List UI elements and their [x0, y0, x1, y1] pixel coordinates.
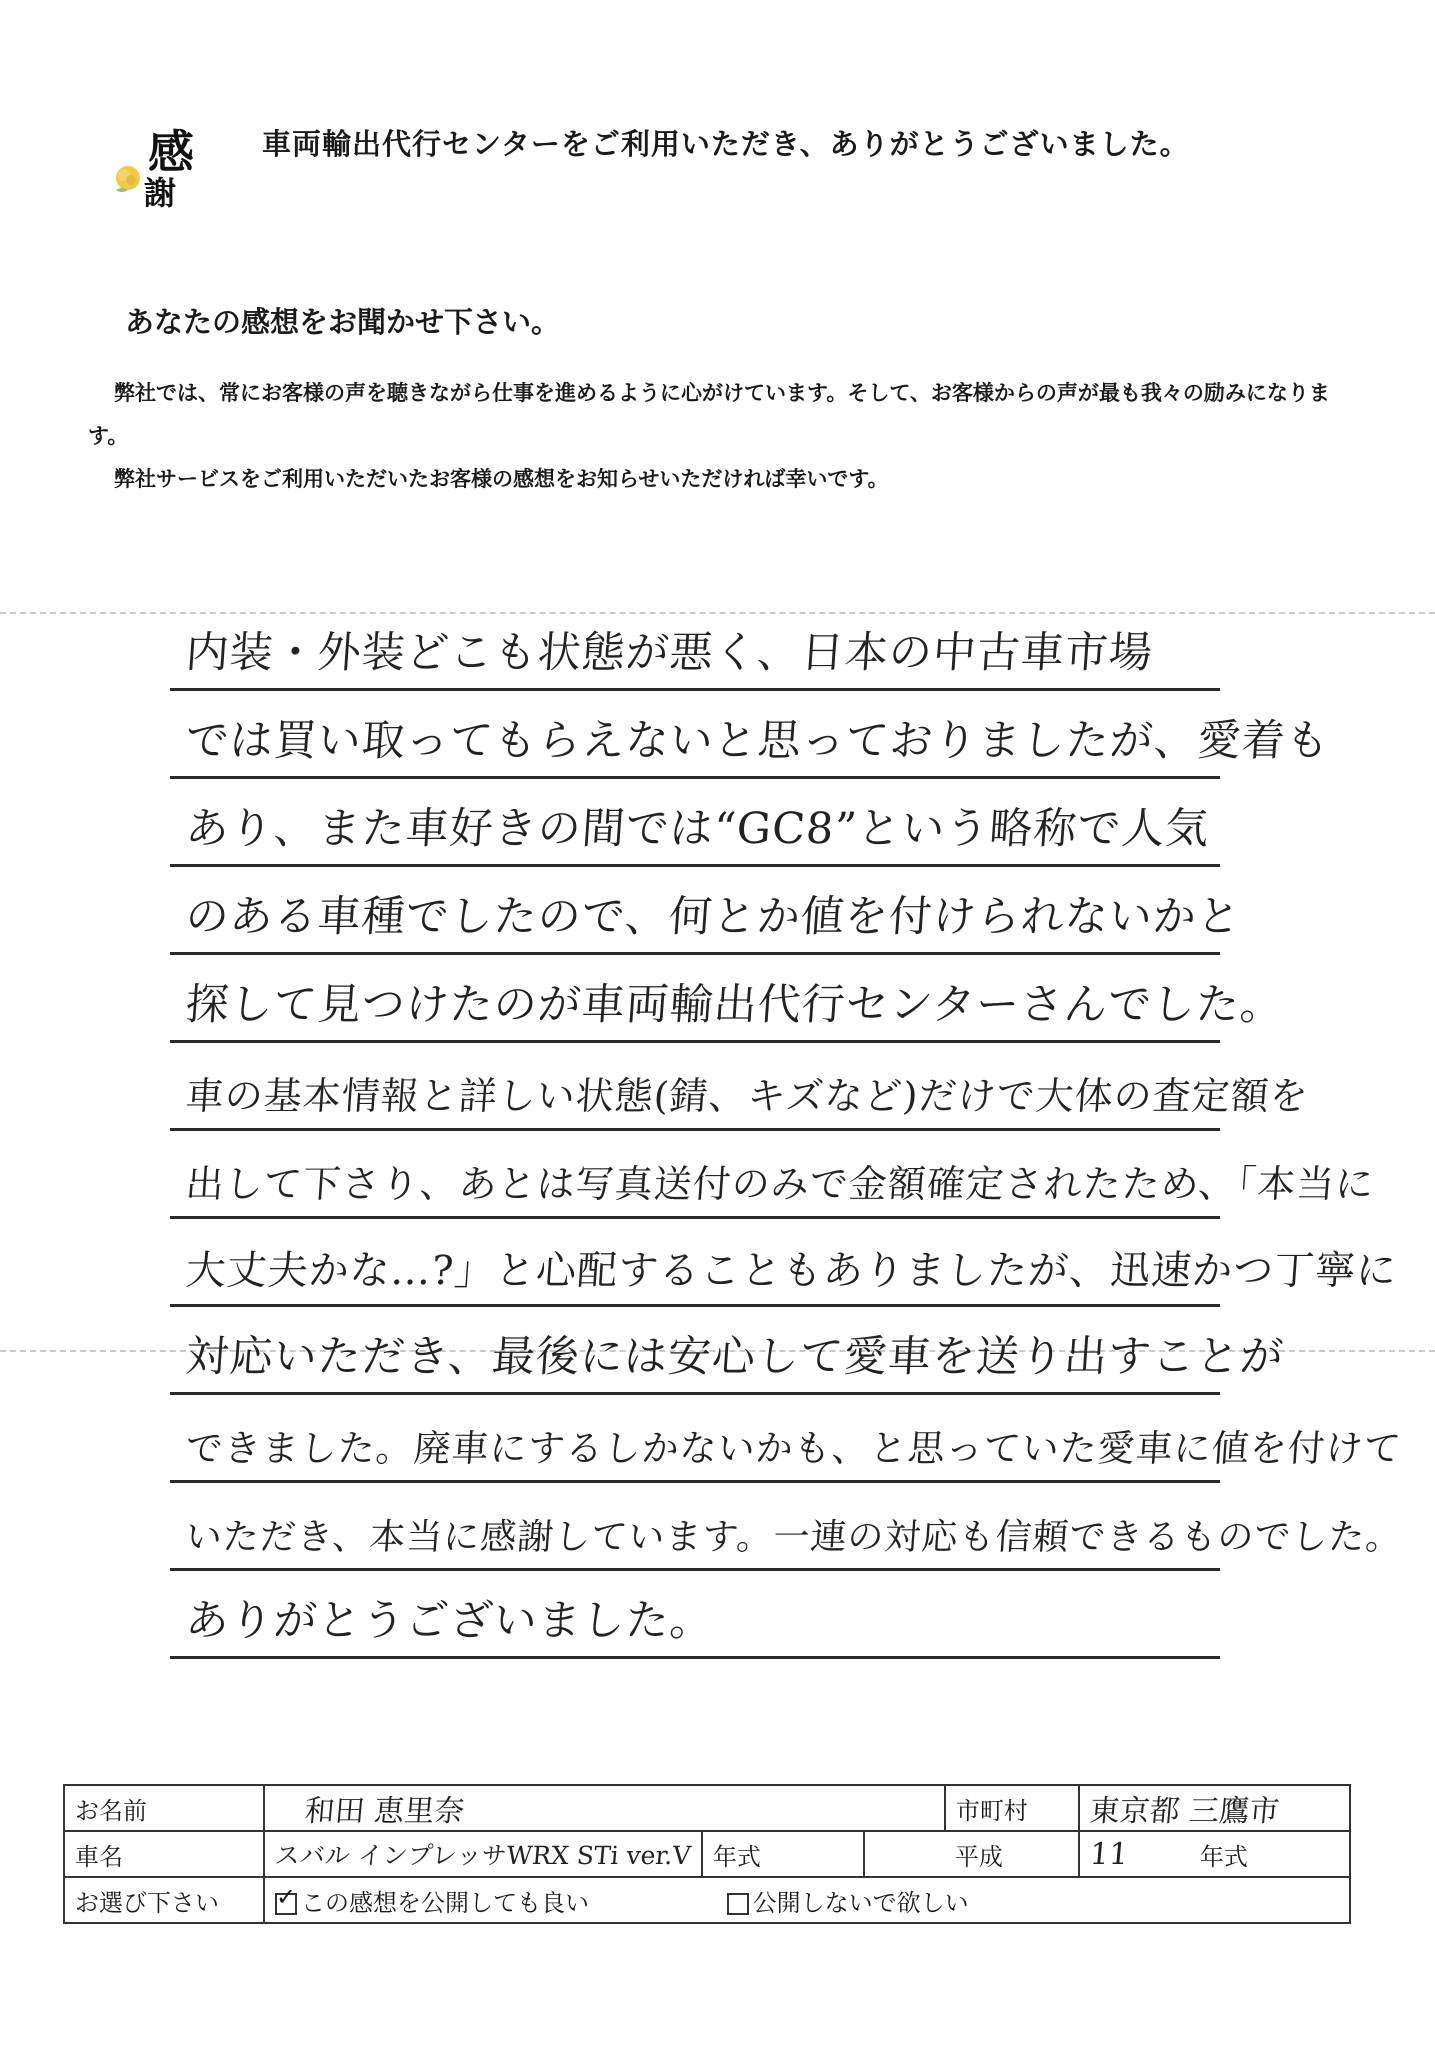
era-label: 平成	[945, 1831, 1079, 1877]
car-field[interactable]	[264, 1831, 702, 1877]
year-field[interactable]	[1079, 1831, 1190, 1877]
testimonial-line: 出して下さり、あとは写真送付のみで金額確定されたため、「本当に	[184, 1162, 1376, 1206]
year-spacer	[864, 1831, 945, 1877]
writing-line	[170, 1128, 1376, 1219]
intro-text	[88, 372, 1353, 501]
testimonial-line: 対応いただき、最後には安心して愛車を送り出すことが	[184, 1332, 1286, 1382]
private-option-label: 公開しないで欲しい	[752, 1888, 969, 1917]
writing-line	[170, 952, 1286, 1043]
rose-icon	[108, 160, 148, 200]
intro-paragraph-1: 弊社では、常にお客様の声を聴きながら仕事を進めるように心がけています。そして、お客様からの声が最も我々の励みになります。	[88, 381, 1330, 448]
testimonial-line: ありがとうございました。	[184, 1596, 716, 1646]
thanks-logo	[100, 110, 220, 230]
writing-line	[170, 600, 1220, 691]
testimonial-line: では買い取ってもらえないと思っておりましたが、愛着も	[184, 716, 1332, 766]
private-checkbox[interactable]	[727, 1893, 749, 1915]
intro-paragraph-2: 弊社サービスをご利用いただいたお客様の感想をお知らせいただければ幸いです。	[114, 467, 889, 491]
year-suffix-label: 年式	[1190, 1831, 1350, 1877]
writing-line	[170, 1216, 1399, 1307]
form-row-choice	[64, 1877, 1350, 1923]
testimonial-line: 大丈夫かな…?」と心配することもありましたが、迅速かつ丁寧に	[184, 1248, 1399, 1294]
testimonial-line: 探して見つけたのが車両輸出代行センターさんでした。	[184, 980, 1286, 1030]
testimonial-line: あり、また車好きの間では“GC8”という略称で人気	[184, 804, 1212, 854]
city-label: 市町村	[945, 1785, 1079, 1831]
city-value: 東京都 三鷹市	[1088, 1794, 1281, 1829]
check-mark-icon: ✓	[276, 1882, 297, 1911]
name-field[interactable]	[264, 1785, 945, 1831]
form-row-car	[64, 1831, 1350, 1877]
testimonial-line: 内装・外装どこも状態が悪く、日本の中古車市場	[184, 628, 1155, 678]
section-heading: あなたの感想をお聞かせ下さい。	[125, 305, 561, 339]
choice-label: お選び下さい	[64, 1877, 264, 1923]
publish-checkbox[interactable]	[275, 1882, 297, 1915]
customer-info-form	[63, 1784, 1351, 1924]
form-row-name	[64, 1785, 1350, 1831]
writing-line	[170, 1304, 1286, 1395]
testimonial-line: いただき、本当に感謝しています。一連の対応も信頼できるものでした。	[184, 1517, 1404, 1558]
car-label: 車名	[64, 1831, 264, 1877]
name-value: 和田 恵里奈	[303, 1794, 466, 1829]
page-title: 車両輸出代行センターをご利用いただき、ありがとうございました。	[262, 127, 1190, 161]
writing-line	[170, 1480, 1404, 1571]
writing-line	[170, 688, 1332, 779]
logo-text-top: 感	[148, 125, 194, 179]
choice-field	[264, 1877, 1350, 1923]
writing-line	[170, 1568, 1220, 1659]
publish-option[interactable]	[275, 1882, 597, 1917]
name-label: お名前	[64, 1785, 264, 1831]
logo-text-bottom: 謝	[144, 174, 173, 212]
testimonial-line: できました。廃車にするしかないかも、と思っていた愛車に値を付けて	[184, 1427, 1404, 1470]
testimonial-line: 車の基本情報と詳しい状態(錆、キズなど)だけで大体の査定額を	[184, 1074, 1311, 1118]
year-label: 年式	[702, 1831, 864, 1877]
year-value: 11	[1088, 1836, 1130, 1872]
car-value: スバル インプレッサWRX STi ver.V	[273, 1841, 692, 1870]
testimonial-line: のある車種でしたので、何とか値を付けられないかと	[184, 892, 1243, 942]
publish-option-label: この感想を公開しても良い	[301, 1888, 589, 1917]
private-option[interactable]	[727, 1889, 969, 1917]
writing-line	[170, 776, 1220, 867]
writing-line	[170, 1040, 1311, 1131]
writing-line	[170, 864, 1243, 955]
city-field[interactable]	[1079, 1785, 1350, 1831]
writing-line	[170, 1392, 1404, 1483]
